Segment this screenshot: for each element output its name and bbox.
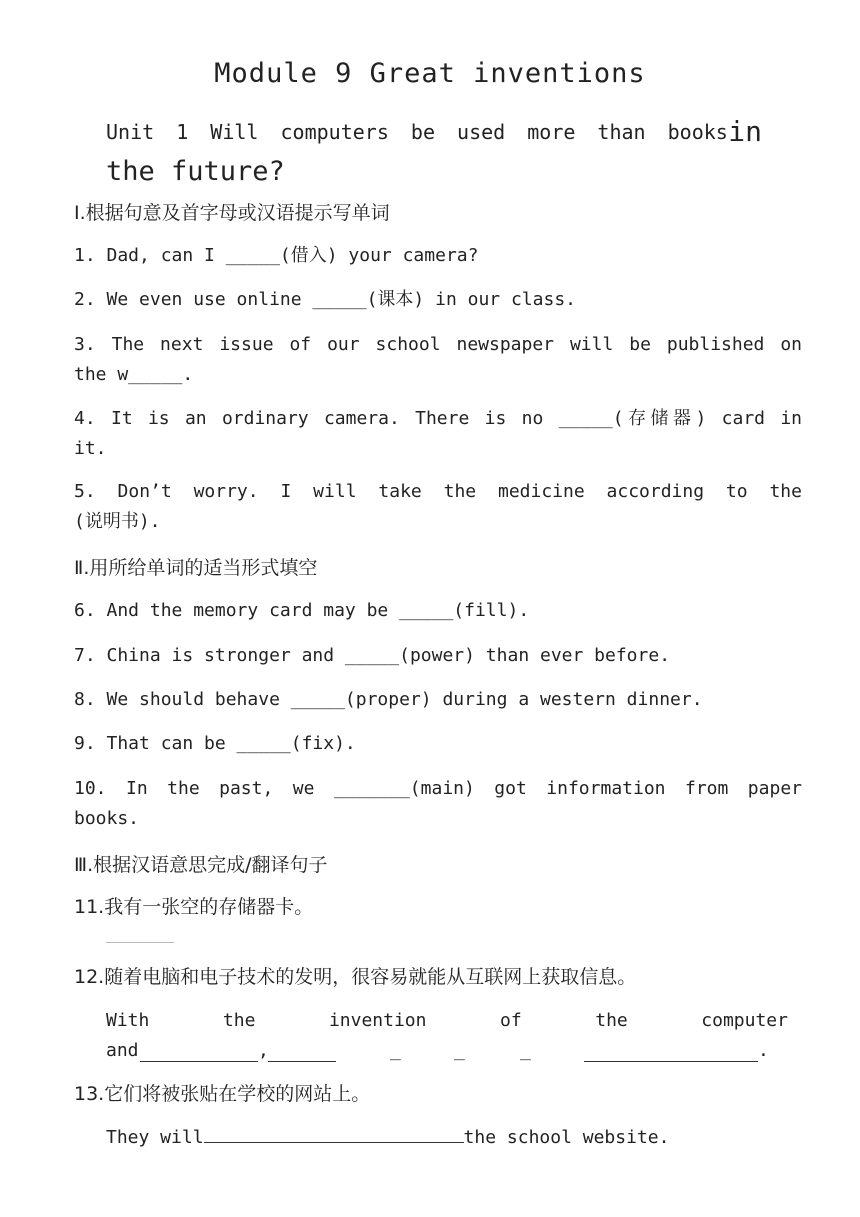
unit-title-line2: the future? [106,156,285,187]
question-13: 13.它们将被张贴在学校的网站上。 [74,1083,371,1105]
question-3-line2: the w_____. [74,364,194,385]
blank-12e[interactable]: _ [520,1040,531,1061]
question-5-line1: 5. Don’t worry. I will take the medicine according to the [74,481,802,502]
section-2-heading: Ⅱ.用所给单词的适当形式填空 [74,557,318,579]
question-3-line1: 3. The next issue of our school newspaper will be published on [74,334,802,355]
answer-12-word: of [500,1010,522,1031]
question-1: 1. Dad, can I _____(借入) your camera? [74,245,479,266]
answer-12-period: . [758,1040,769,1061]
unit-title-in: in [728,115,762,148]
page-title: Module 9 Great inventions [214,58,646,89]
section-3-heading: Ⅲ.根据汉语意思完成/翻译句子 [74,854,328,876]
question-8: 8. We should behave _____(proper) during a western dinner. [74,689,703,710]
question-5-line2: (说明书). [74,511,161,532]
answer-12-comma: , [258,1040,269,1061]
answer-12-and: and [106,1040,139,1061]
blank-12f[interactable] [584,1041,758,1062]
answer-12-word: With [106,1010,150,1031]
answer-line-11[interactable] [106,942,174,943]
blank-12d[interactable]: _ [454,1040,465,1061]
blank-12a[interactable] [140,1041,258,1062]
blank-12b[interactable] [268,1041,336,1062]
question-6: 6. And the memory card may be _____(fill). [74,600,530,621]
question-4-line1: 4. It is an ordinary camera. There is no _____(存储器) card in [74,408,802,429]
question-2: 2. We even use online _____(课本) in our class. [74,289,576,310]
blank-13[interactable] [204,1122,464,1143]
question-12: 12.随着电脑和电子技术的发明，很容易就能从互联网上获取信息。 [74,966,637,988]
section-1-heading: Ⅰ.根据句意及首字母或汉语提示写单词 [74,202,390,224]
unit-title-line1 [106,112,762,152]
question-10-line1: 10. In the past, we _______(main) got information from paper [74,778,802,799]
question-4-line2: it. [74,438,107,459]
unit-title [106,112,806,192]
answer-12 [106,1006,788,1066]
answer-12-word: invention [328,1010,427,1031]
answer-12-word: the [222,1010,256,1031]
question-10-line2: books. [74,808,140,829]
question-7: 7. China is stronger and _____(power) than ever before. [74,645,671,666]
answer-13-prefix: They will [106,1127,204,1148]
answer-13-suffix: the school website. [463,1127,670,1148]
blank-12c[interactable]: _ [390,1040,401,1061]
question-9: 9. That can be _____(fix). [74,733,356,754]
question-11: 11.我有一张空的存储器卡。 [74,896,314,918]
unit-title-prefix: Unit 1 Will computers be used more than books [106,120,728,144]
answer-12-line2 [106,1036,788,1066]
answer-12-line1 [106,1006,788,1036]
answer-12-word: computer [701,1010,788,1031]
answer-13 [106,1122,788,1153]
answer-12-word: the [595,1010,628,1031]
